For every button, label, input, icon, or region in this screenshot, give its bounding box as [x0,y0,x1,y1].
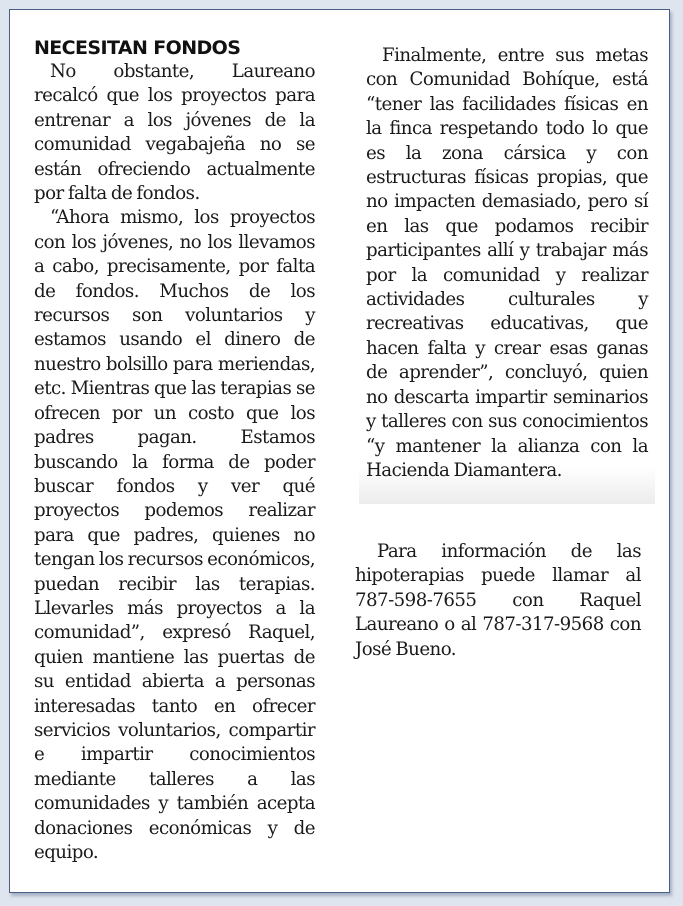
section-heading: NECESITAN FONDOS [34,37,241,59]
contact-info-paragraph: Para información de las hipoterapias puede llamar al 787-598-7655 con Raquel Laureano o al 787-317-9568 con José Bueno. [355,541,641,660]
right-column [366,44,648,483]
right-paragraph-1: Finalmente, entre sus metas con Comunidad Bohíque, está “tener las facilidades físicas en la finca respetando todo lo que es la zona cársica y con estructuras físicas propias, que no impacten demasiado, pero sí en las que podamos recibir participantes allí y trabajar más por la comunidad y realizar actividades culturales y recreativas educativas, que hacen falta y crear esas ganas de aprender”, concluyó, quien no descarta impartir seminarios y talleres con sus conocimientos “y mantener la alianza con la Hacienda Diamantera. [366,45,648,481]
left-paragraph-1: No obstante, Laureano recalcó que los proyectos para entrenar a los jóvenes de la comunidad vegabajeña no se están ofreciendo actualmente por falta de fondos. [34,61,315,205]
contact-info [355,540,641,662]
left-column [34,36,315,865]
left-paragraph-2: “Ahora mismo, los proyectos con los jóvenes, no los llevamos a cabo, precisamente, por falta de fondos. Muchos de los recursos son voluntarios y estamos usando el dinero de nuestro bolsillo para meriendas, etc. Mientras que las terapias se ofrecen por un costo que los padres pagan. Estamos buscando la forma de poder buscar fondos y ver qué proyectos podemos realizar para que padres, quienes no tengan los recursos económicos, puedan recibir las terapias. Llevarles más proyectos a la comunidad”, expresó Raquel, quien mantiene las puertas de su entidad abierta a personas interesadas tanto en ofrecer servicios voluntarios, compartir e impartir conocimientos mediante talleres a las comunidades y también acepta donaciones económicas y de equipo. [34,207,315,863]
